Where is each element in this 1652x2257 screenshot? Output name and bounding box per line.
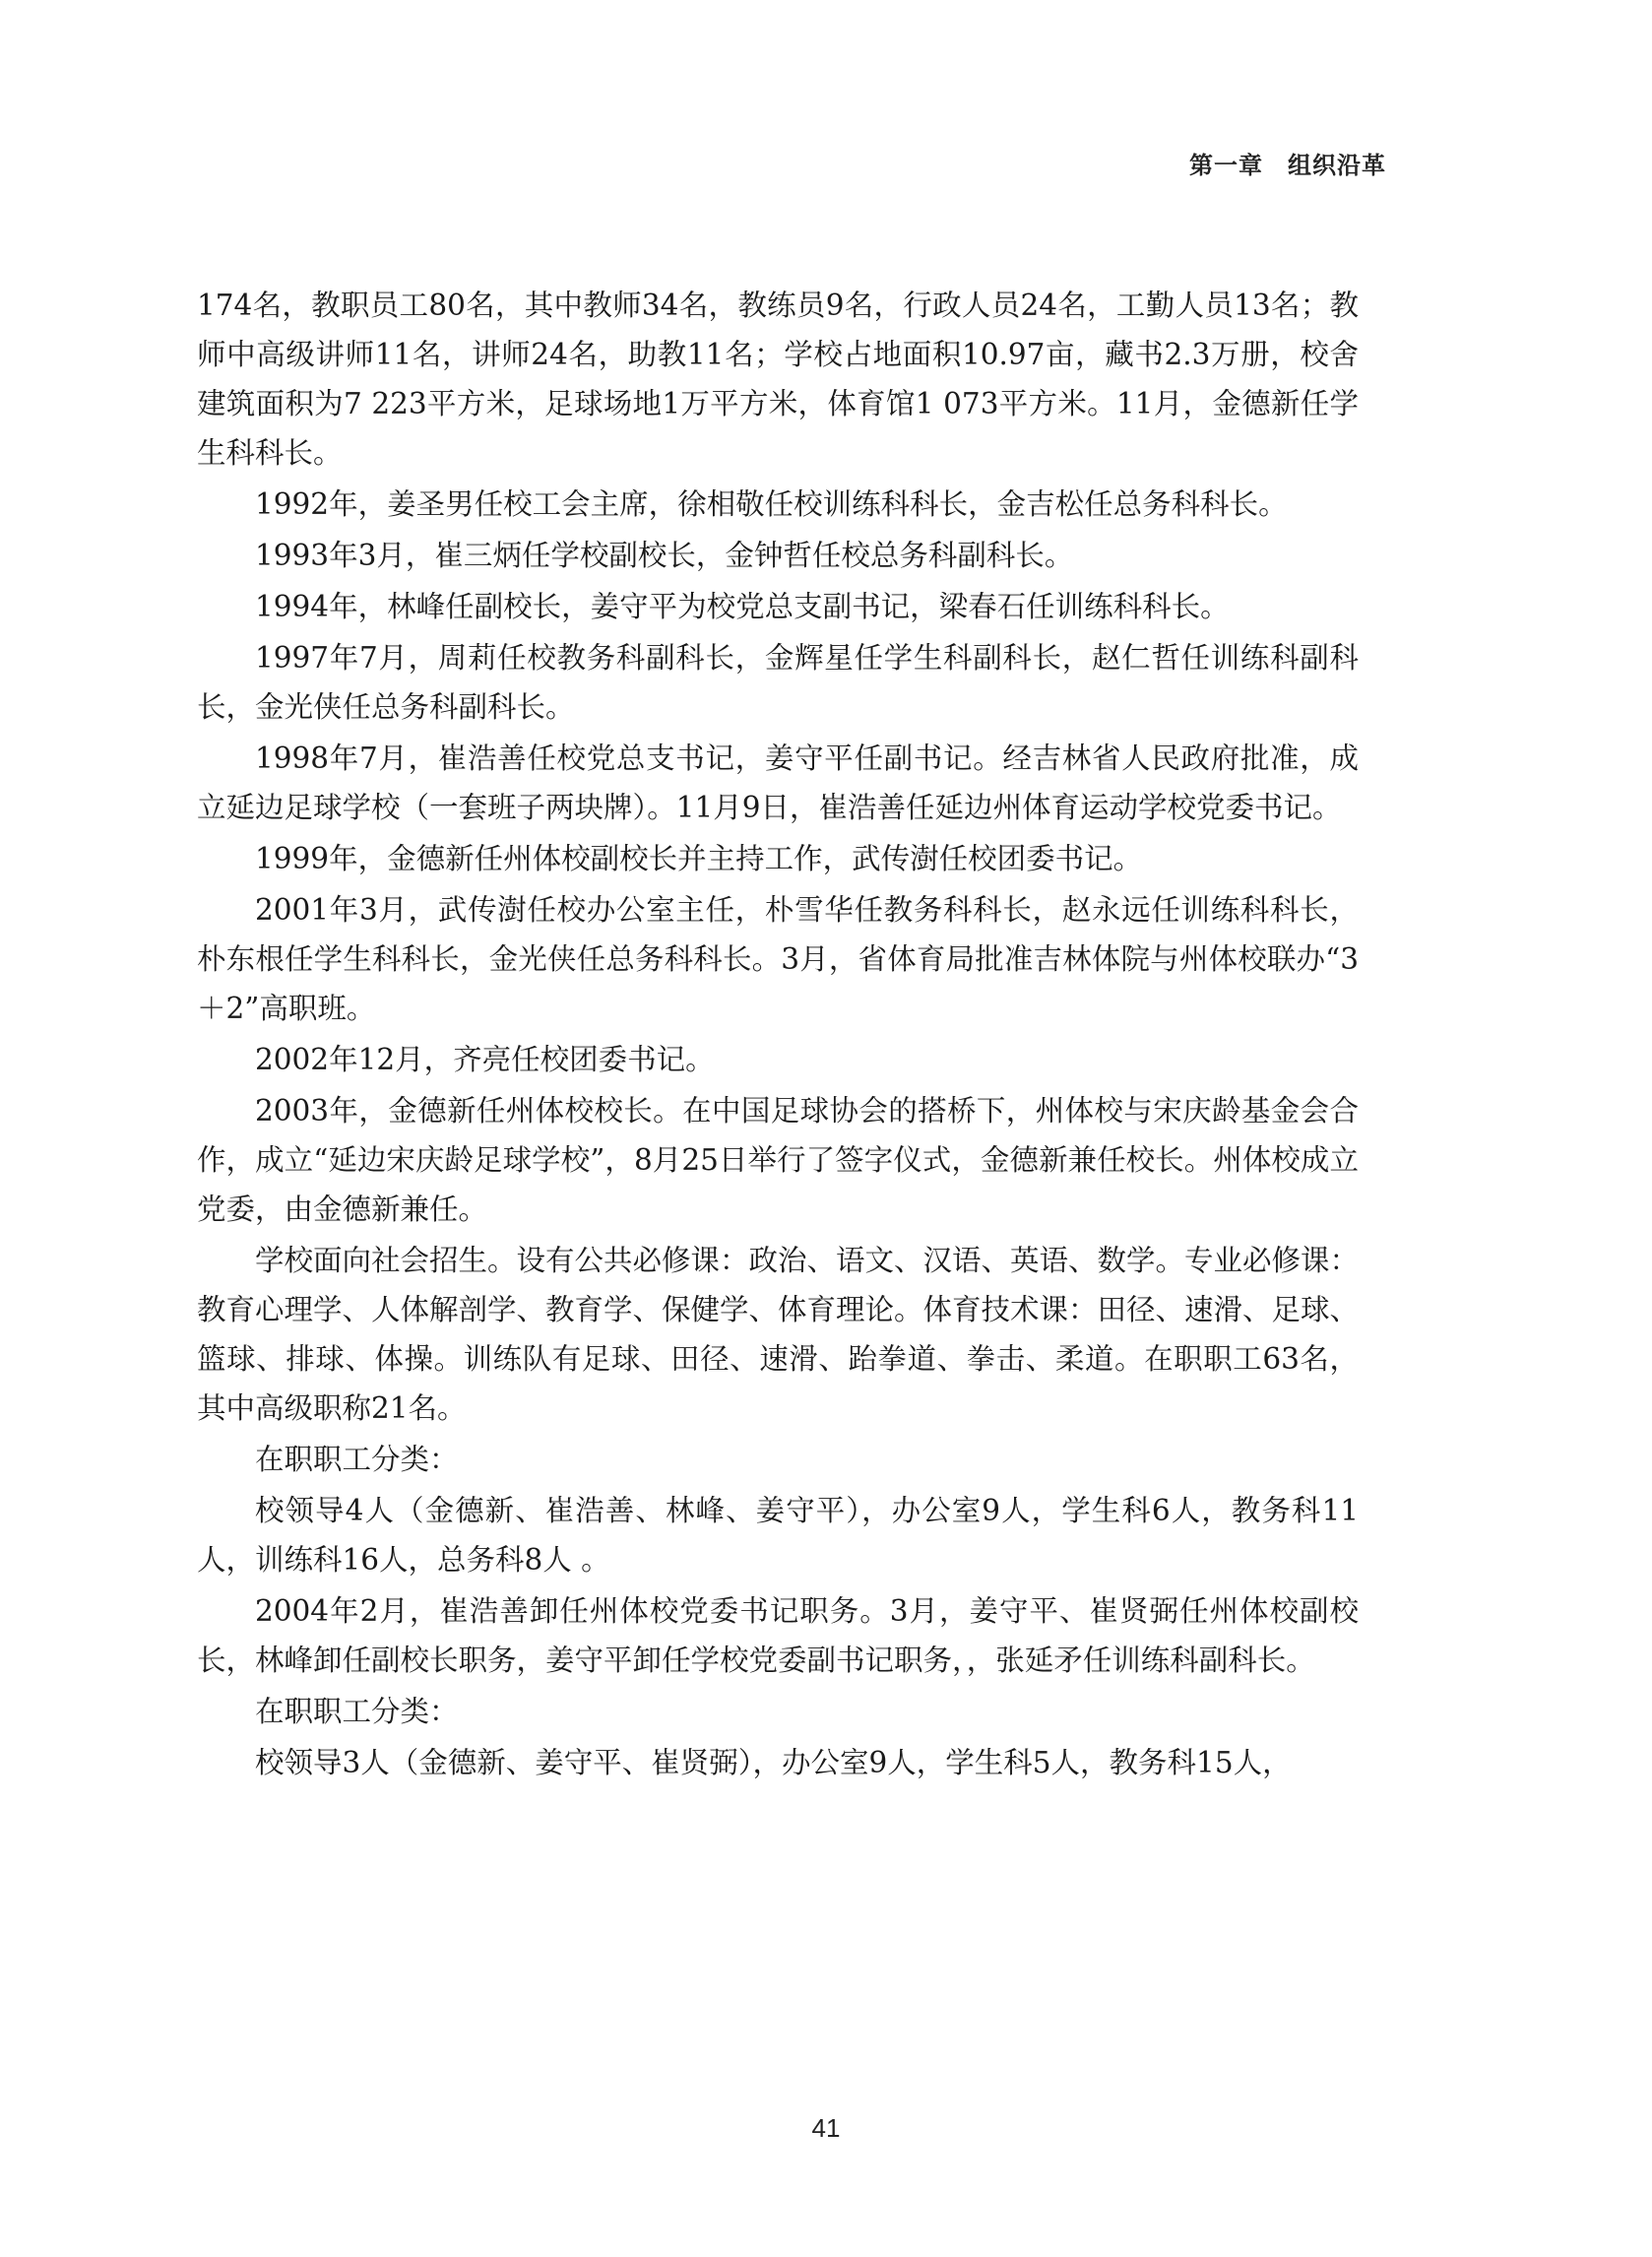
running-header: 第一章 组织沿革 [1189, 152, 1386, 179]
paragraph-1998: 1998年7月，崔浩善任校党总支书记，姜守平任副书记。经吉林省人民政府批准，成立延边足球学校（一套班子两块牌）。11月9日，崔浩善任延边州体育运动学校党委书记。 [197, 742, 1359, 824]
paragraph-1994: 1994年，林峰任副校长，姜守平为校党总支副书记，梁春石任训练科科长。 [255, 590, 1230, 623]
paragraph-2001: 2001年3月，武传澍任校办公室主任，朴雪华任教务科科长，赵永远任训练科科长，朴东根任学生科科长，金光侠任总务科科长。3月，省体育局批准吉林体院与州体校联办“3＋2”高职班。 [197, 893, 1359, 1025]
paragraph-1992: 1992年，姜圣男任校工会主席，徐相敬任校训练科科长，金吉松任总务科科长。 [255, 487, 1288, 521]
paragraph-2003: 2003年，金德新任州体校校长。在中国足球协会的搭桥下，州体校与宋庆龄基金会合作，成立“延边宋庆龄足球学校”，8月25日举行了签字仪式，金德新兼任校长。州体校成立党委，由金德新兼任。 [197, 1094, 1359, 1226]
paragraph-staff-list-2: 校领导3人（金德新、姜守平、崔贤弼），办公室9人，学生科5人，教务科15人， [255, 1746, 1292, 1779]
body-text [197, 281, 1359, 1787]
paragraph-1999: 1999年，金德新任州体校副校长并主持工作，武传澍任校团委书记。 [255, 842, 1143, 875]
page-number: 41 [811, 2113, 841, 2143]
paragraph-2004: 2004年2月，崔浩善卸任州体校党委书记职务。3月，姜守平、崔贤弼任州体校副校长，林峰卸任副校长职务，姜守平卸任学校党委副书记职务，，张延矛任训练科副科长。 [197, 1594, 1359, 1677]
paragraph-staff-heading-1: 在职职工分类： [255, 1443, 459, 1476]
paragraph-2002: 2002年12月，齐亮任校团委书记。 [255, 1043, 715, 1076]
paragraph-continuation: 174名，教职员工80名，其中教师34名，教练员9名，行政人员24名，工勤人员13名；教师中高级讲师11名，讲师24名，助教11名；学校占地面积10.97亩，藏书2.3万册，校舍建筑面积为7 223平方米，足球场地1万平方米，体育馆1 073平方米。11月，金德新任学生科科长。 [197, 289, 1359, 470]
paragraph-1997: 1997年7月，周莉任校教务科副科长，金辉星任学生科副科长，赵仁哲任训练科副科长，金光侠任总务科副科长。 [197, 641, 1359, 724]
paragraph-1993: 1993年3月，崔三炳任学校副校长，金钟哲任校总务科副科长。 [255, 539, 1074, 572]
paragraph-staff-heading-2: 在职职工分类： [255, 1695, 459, 1728]
paragraph-staff-list-1: 校领导4人（金德新、崔浩善、林峰、姜守平），办公室9人，学生科6人，教务科11人，训练科16人，总务科8人 。 [197, 1494, 1359, 1577]
paragraph-curriculum: 学校面向社会招生。设有公共必修课：政治、语文、汉语、英语、数学。专业必修课：教育心理学、人体解剖学、教育学、保健学、体育理论。体育技术课：田径、速滑、足球、篮球、排球、体操。训练队有足球、田径、速滑、跆拳道、拳击、柔道。在职职工63名，其中高级职称21名。 [197, 1244, 1360, 1425]
